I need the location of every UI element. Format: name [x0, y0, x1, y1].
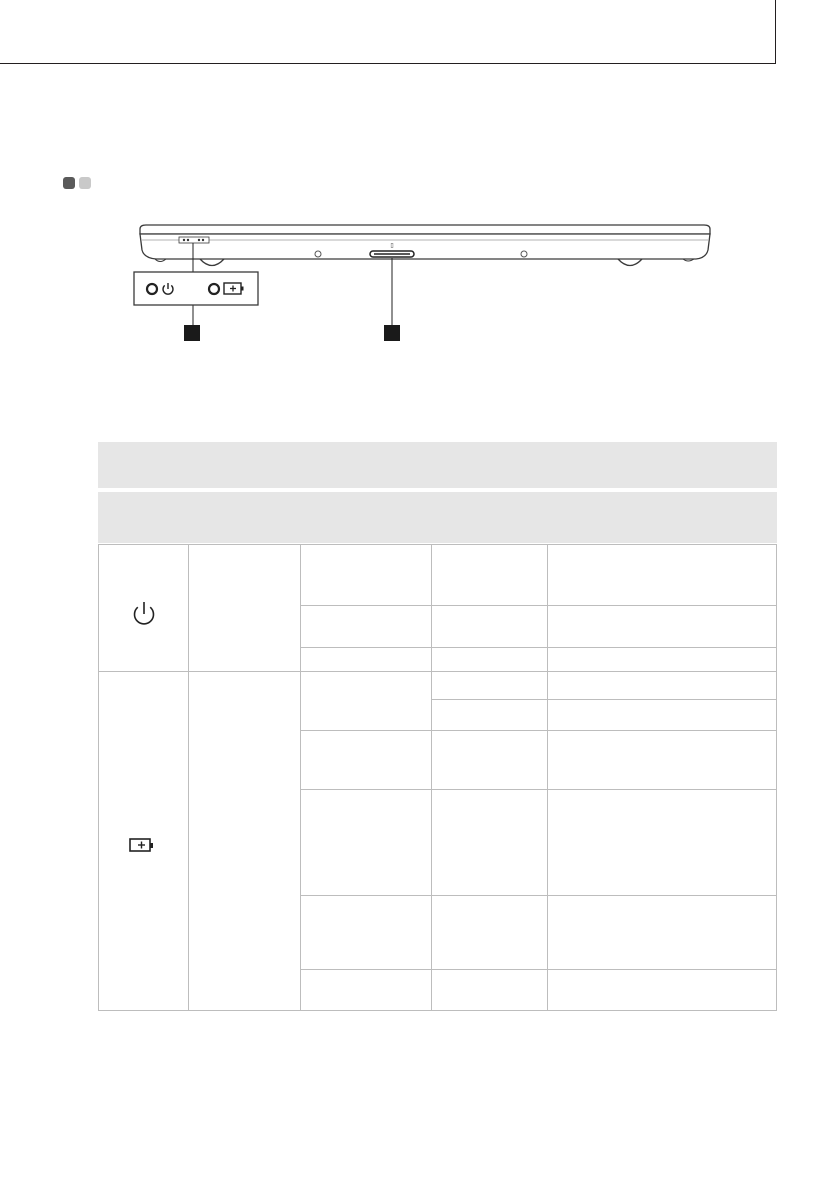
laptop-foot-left: [200, 259, 224, 266]
laptop-base-outline: [140, 234, 710, 259]
laptop-foot-right: [618, 259, 642, 266]
power-led: [147, 284, 157, 294]
table-body-grid: [98, 544, 777, 1011]
svg-text:▯: ▯: [390, 243, 394, 249]
battery-icon-small: [224, 283, 244, 294]
table-header-row-2: [98, 492, 777, 543]
battery-icon: [130, 839, 153, 851]
indicator-table: [98, 442, 777, 1011]
power-icon: [135, 602, 154, 624]
table-header-row-1: [98, 442, 777, 488]
callout-marker-1: [184, 325, 200, 341]
laptop-lid-outline: [140, 225, 710, 234]
battery-led: [209, 284, 219, 294]
callout-marker-2: [384, 325, 400, 341]
laptop-front-view-figure: [0, 0, 840, 360]
